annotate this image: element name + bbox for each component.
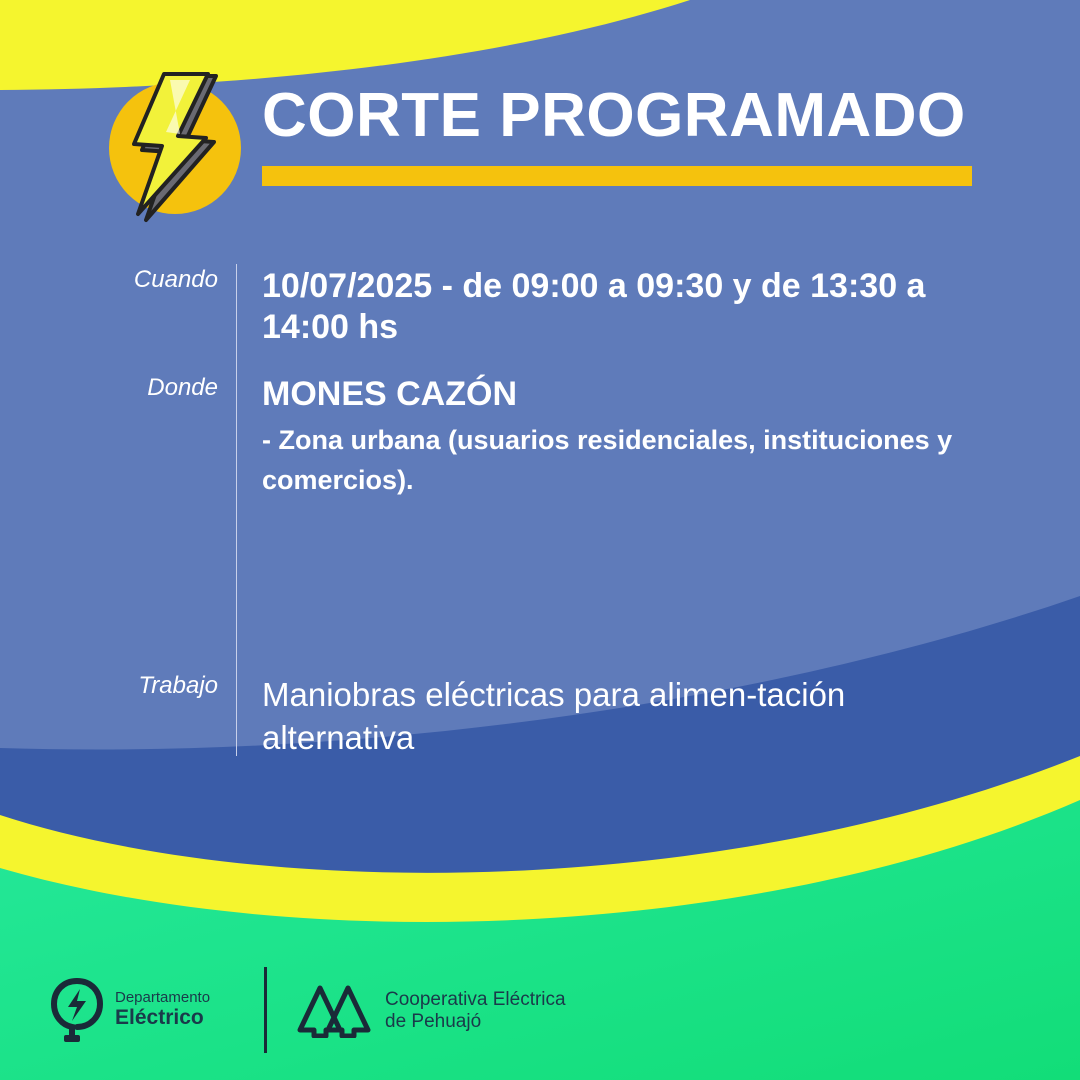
page-title: CORTE PROGRAMADO — [262, 81, 966, 150]
dept-name-line2: Eléctrico — [115, 1006, 204, 1029]
department-logo-icon — [50, 975, 104, 1047]
coop-name-line1: Cooperativa Eléctrica — [385, 989, 566, 1010]
title-underline — [262, 166, 972, 186]
cooperative-logo-icon — [296, 980, 372, 1038]
when-value: 10/07/2025 - de 09:00 a 09:30 y de 13:30 a 14:00 hs — [262, 267, 926, 346]
where-description: - Zona urbana (usuarios residenciales, instituciones y comercios). — [262, 425, 953, 495]
work-value: Maniobras eléctricas para alimen-tación alternativa — [262, 676, 846, 756]
where-label: Donde — [147, 374, 218, 401]
coop-name-line2: de Pehuajó — [385, 1011, 482, 1032]
footer-divider — [264, 967, 267, 1053]
vertical-divider — [236, 264, 237, 756]
where-title: MONES CAZÓN — [262, 375, 517, 413]
work-label: Trabajo — [138, 672, 218, 699]
dept-name-line1: Departamento — [115, 989, 211, 1006]
when-label: Cuando — [133, 266, 218, 293]
